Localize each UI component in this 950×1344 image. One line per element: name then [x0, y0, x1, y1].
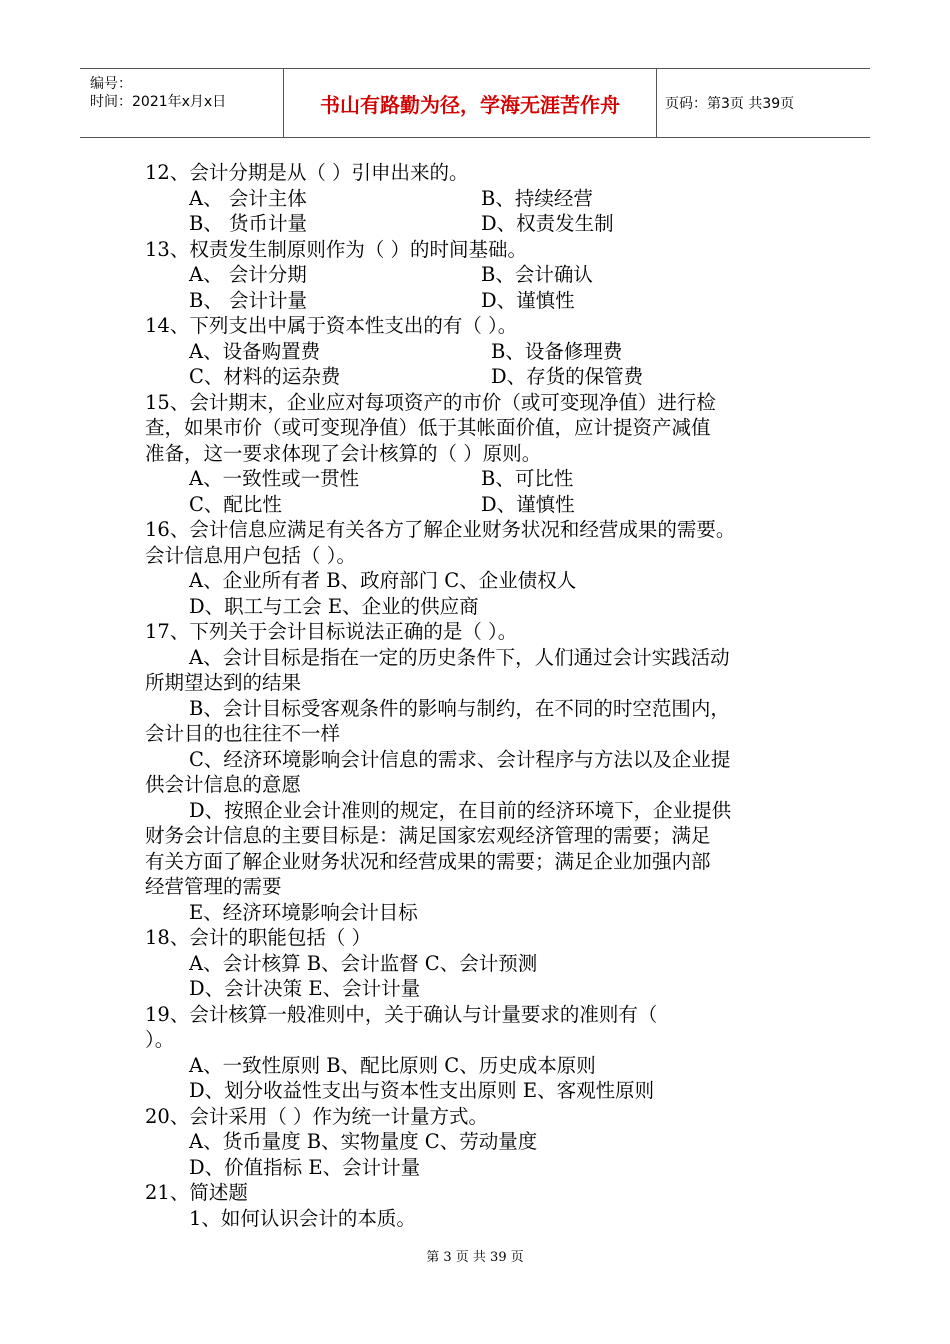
text-line — [145, 823, 825, 849]
page-header — [80, 68, 870, 138]
text-line — [145, 1053, 825, 1079]
option-second-column: B、可比性 — [481, 467, 574, 490]
line-text: A、会计目标是指在一定的历史条件下，人们通过会计实践活动 — [189, 645, 730, 669]
line-text: 有关方面了解企业财务状况和经营成果的需要；满足企业加强内部 — [145, 849, 711, 873]
text-line — [145, 1027, 825, 1053]
line-text: A、 会计主体 — [189, 186, 307, 210]
line-text: 17、下列关于会计目标说法正确的是（ ）。 — [145, 620, 518, 643]
text-line — [145, 492, 825, 518]
text-line — [145, 1078, 825, 1104]
text-line — [145, 1206, 825, 1232]
text-line — [145, 670, 825, 696]
option-second-column: B、设备修理费 — [491, 339, 623, 363]
line-text: ）。 — [145, 1028, 175, 1051]
text-line — [145, 1002, 825, 1028]
line-text: D、划分收益性支出与资本性支出原则 E、客观性原则 — [189, 1079, 655, 1102]
line-text: A、 会计分期 — [189, 263, 307, 286]
text-line — [145, 466, 825, 492]
line-text: 所期望达到的结果 — [145, 671, 302, 694]
line-text: 财务会计信息的主要目标是：满足国家宏观经济管理的需要；满足 — [145, 824, 711, 847]
text-line — [145, 849, 825, 875]
option-second-column: D、权责发生制 — [481, 212, 614, 235]
number-label: 编号： — [90, 76, 132, 92]
text-line — [145, 900, 825, 926]
text-line — [145, 390, 825, 416]
line-text: B、 货币计量 — [189, 212, 308, 235]
line-text: 16、会计信息应满足有关各方了解企业财务状况和经营成果的需要。 — [145, 518, 736, 541]
header-left-cell — [80, 69, 283, 137]
text-line — [145, 568, 825, 594]
line-text: 15、会计期末，企业应对每项资产的市价（或可变现净值）进行检 — [145, 390, 716, 414]
text-line — [145, 721, 825, 747]
line-text: 12、会计分期是从（ ）引申出来的。 — [145, 161, 469, 184]
line-text: D、职工与工会 E、企业的供应商 — [189, 594, 479, 618]
line-text: 14、下列支出中属于资本性支出的有（ ）。 — [145, 314, 518, 337]
line-text: 21、简述题 — [145, 1181, 248, 1204]
line-text: A、一致性或一贯性 — [189, 467, 360, 490]
text-line — [145, 1104, 825, 1130]
text-line — [145, 339, 825, 365]
line-text: 准备，这一要求体现了会计核算的（ ）原则。 — [145, 441, 542, 465]
text-line — [145, 441, 825, 467]
line-text: B、会计目标受客观条件的影响与制约，在不同的时空范围内， — [189, 696, 730, 720]
line-text: C、材料的运杂费 — [189, 365, 341, 388]
text-line — [145, 415, 825, 441]
line-text: 19、会计核算一般准则中，关于确认与计量要求的准则有（ — [145, 1002, 658, 1026]
line-text: D、按照企业会计准则的规定，在目前的经济环境下，企业提供 — [189, 798, 732, 822]
line-text: D、会计决策 E、会计计量 — [189, 977, 421, 1000]
line-text: 会计信息用户包括（ ）。 — [145, 543, 356, 567]
header-motto: 书山有路勤为径，学海无涯苦作舟 — [283, 69, 657, 137]
line-text: D、价值指标 E、会计计量 — [189, 1155, 421, 1179]
time-label: 时间：2021年x月x日 — [90, 94, 227, 110]
text-line — [145, 262, 825, 288]
text-line — [145, 1155, 825, 1181]
page-footer: 第 3 页 共 39 页 — [426, 1250, 524, 1265]
text-line — [145, 211, 825, 237]
line-text: 13、权责发生制原则作为（ ）的时间基础。 — [145, 237, 528, 261]
header-page-info: 页码：第3页 共39页 — [665, 96, 795, 112]
text-line — [145, 747, 825, 773]
text-line — [145, 288, 825, 314]
document-body — [145, 160, 825, 1231]
text-line — [145, 1129, 825, 1155]
option-second-column: D、存货的保管费 — [491, 365, 644, 388]
line-text: 会计目的也往往不一样 — [145, 722, 341, 745]
line-text: A、货币量度 B、实物量度 C、劳动量度 — [189, 1130, 538, 1153]
line-text: E、经济环境影响会计目标 — [189, 900, 418, 924]
line-text: 18、会计的职能包括（ ） — [145, 926, 372, 949]
text-line — [145, 160, 825, 186]
line-text: 查，如果市价（或可变现净值）低于其帐面价值，应计提资产减值 — [145, 416, 711, 439]
text-line — [145, 543, 825, 569]
line-text: 经营管理的需要 — [145, 875, 282, 898]
text-line — [145, 313, 825, 339]
text-line — [145, 364, 825, 390]
line-text: A、会计核算 B、会计监督 C、会计预测 — [189, 951, 538, 975]
text-line — [145, 1180, 825, 1206]
text-line — [145, 645, 825, 671]
text-line — [145, 594, 825, 620]
option-second-column: D、谨慎性 — [481, 288, 575, 312]
line-text: A、企业所有者 B、政府部门 C、企业债权人 — [189, 569, 577, 592]
line-text: 1、如何认识会计的本质。 — [189, 1206, 416, 1230]
text-line — [145, 517, 825, 543]
text-line — [145, 874, 825, 900]
line-text: C、配比性 — [189, 492, 282, 516]
text-line — [145, 798, 825, 824]
text-line — [145, 976, 825, 1002]
line-text: B、 会计计量 — [189, 288, 308, 312]
text-line — [145, 619, 825, 645]
line-text: C、经济环境影响会计信息的需求、会计程序与方法以及企业提 — [189, 747, 731, 771]
text-line — [145, 951, 825, 977]
option-second-column: D、谨慎性 — [481, 492, 575, 516]
text-line — [145, 772, 825, 798]
text-line — [145, 237, 825, 263]
line-text: A、一致性原则 B、配比原则 C、历史成本原则 — [189, 1053, 596, 1077]
line-text: 供会计信息的意愿 — [145, 773, 302, 796]
text-line — [145, 925, 825, 951]
text-line — [145, 696, 825, 722]
option-second-column: B、持续经营 — [481, 186, 593, 210]
line-text: A、设备购置费 — [189, 339, 321, 363]
line-text: 20、会计采用（ ）作为统一计量方式。 — [145, 1104, 489, 1128]
option-second-column: B、会计确认 — [481, 263, 593, 286]
text-line — [145, 186, 825, 212]
